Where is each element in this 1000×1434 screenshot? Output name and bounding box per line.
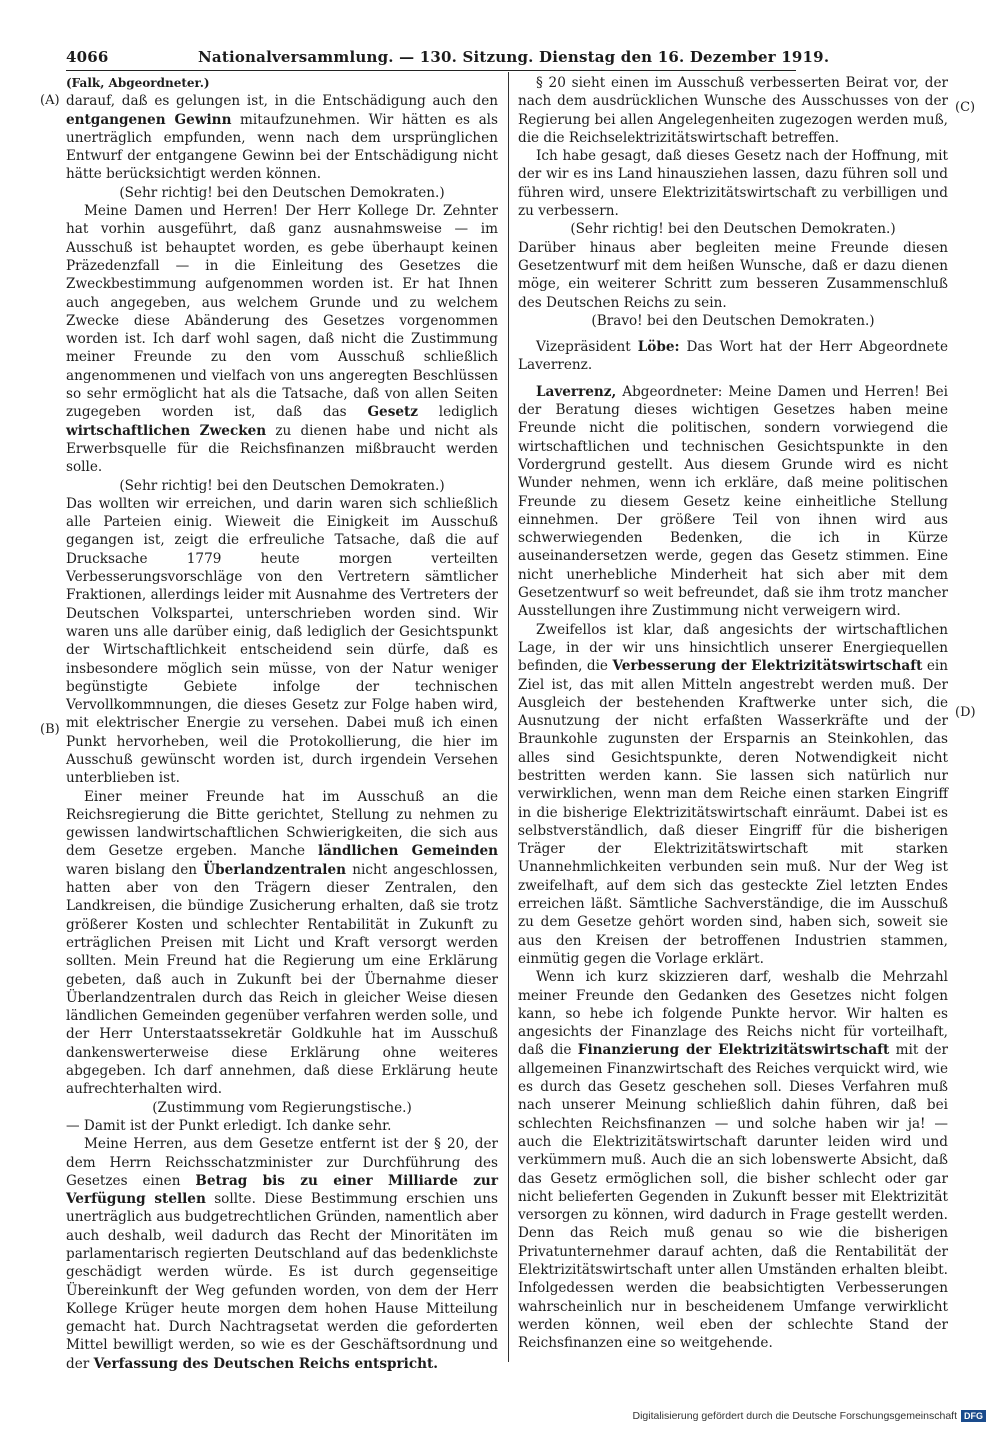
speaker-paragraph: Laverrenz, Abgeordneter: Meine Damen und Herren! Bei der Beratung dieses wichtigen Gesetzes haben meine Freunde nicht die politischen, sondern vorwiegend die wirtschaftlichen und technischen Gesichtspunkte in den Vordergrund gestellt. Aus diesem Grunde wird es nicht Wunder nehmen, wenn ich erkläre, daß meine politischen Freunde zu diesem Gesetz keine einheitliche Stellung einnehmen. Der größere Teil von ihnen wird aus schwerwiegenden Bedenken, die ich in Kürze auseinandersetzen werde, gegen das Gesetz stimmen. Eine nicht unerhebliche Minderheit hat sich aber mit dem Gesetzentwurf so weit befreundet, daß sie ihm trotz mancher Ausstellungen ihre Zustimmung nicht verweigern wird. <box>518 383 948 620</box>
margin-marker-a: (A) <box>40 93 60 108</box>
speaker-intro: Vizepräsident Löbe: Das Wort hat der Herr Abgeordnete Laverrenz. <box>518 339 948 374</box>
dfg-logo: DFG <box>961 1410 986 1422</box>
reaction: (Bravo! bei den Deutschen Demokraten.) <box>591 312 875 329</box>
paragraph: Meine Damen und Herren! Der Herr Kollege Dr. Zehnter hat vorhin ausgeführt, daß ganz ausnahmsweise — im Ausschuß ist behauptet worden, es gebe überhaupt keinen Präzedenzfall — in die Einleitung des Gesetzes die Zweckbestimmung aufgenommen worden ist. Er hat Ihnen auch angegeben, aus welchem Grunde und zu welchem Zwecke diese Abänderung des Gesetzes vorgenommen worden ist. Ich darf wohl sagen, daß nicht die Zustimmung meiner Freunde zu den vom Ausschuß schließlich angenommenen und vielfach von uns angeregten Beschlüssen so sehr ermöglicht hat als die Tatsache, daß von allen Seiten zugegeben worden ist, daß das Gesetz lediglich wirtschaftlichen Zwecken zu dienen habe und nicht als Erwerbsquelle für die Reichsfinanzen mißbraucht werden solle. <box>66 203 498 476</box>
paragraph: Ich habe gesagt, daß dieses Gesetz nach der Hoffnung, mit der wir es ins Land hinausziehen lassen, dazu führen soll und führen wird, unsere Elektrizitätswirtschaft zu verbilligen und zu verbessern. <box>518 148 948 220</box>
reaction: (Sehr richtig! bei den Deutschen Demokraten.) <box>570 221 896 238</box>
page-title: Nationalversammlung. — 130. Sitzung. Dienstag den 16. Dezember 1919. <box>198 48 830 66</box>
paragraph: § 20 sieht einen im Ausschuß verbesserten Beirat vor, der nach dem ausdrücklichen Wunsche des Ausschusses von der Regierung bei allen Angelegenheiten zugezogen werden muß, die die Reichselektrizitätswirtschaft betreffen. <box>518 75 948 146</box>
paragraph: darauf, daß es gelungen ist, in die Entschädigung auch den entgangenen Gewinn mitaufzunehmen. Wir hätten es als unerträglich empfunden, wenn nach dem ursprünglichen Entwurf der entgangene Gewinn bei der Entschädigung nicht hätte berücksichtigt werden können. <box>66 93 498 183</box>
paragraph: Das wollten wir erreichen, und darin waren sich schließlich alle Parteien einig. Wieweit die Einigkeit im Ausschuß gegangen ist, zeigt die erfreuliche Tatsache, daß die auf Drucksache 1779 heute morgen verteilten Verbesserungsvorschläge von den Vertretern sämtlicher Fraktionen, allerdings leider mit Ausnahme des Vertreters der Deutschen Volkspartei, unterschrieben worden sind. Wir waren uns alle darüber einig, daß lediglich der Gesichtspunkt der Wirtschaftlichkeit entscheidend sein dürfe, daß es insbesondere möglich sein müsse, von der Natur weniger begünstigte Gebiete infolge der technischen Vervollkommnungen, die dieses Gesetz zur Folge haben wird, mit elektrischer Energie zu versehen. Dabei muß ich einen Punkt hervorheben, weil die Protokollierung, die hier im Ausschuß gewünscht worden ist, durch irgendein Versehen unterblieben ist. <box>66 495 498 787</box>
page-header <box>66 40 830 70</box>
right-column <box>518 74 948 1352</box>
speaker-line: (Falk, Abgeordneter.) <box>66 76 210 90</box>
header-rule <box>66 70 796 71</box>
paragraph: — Damit ist der Punkt erledigt. Ich danke sehr. <box>66 1117 392 1134</box>
reaction: (Sehr richtig! bei den Deutschen Demokraten.) <box>119 477 445 494</box>
margin-marker-b: (B) <box>40 722 60 737</box>
footer-text: Digitalisierung gefördert durch die Deutsche Forschungsgemeinschaft <box>632 1410 957 1422</box>
reaction: (Zustimmung vom Regierungstische.) <box>152 1099 412 1116</box>
left-column <box>66 74 498 1373</box>
page-number: 4066 <box>66 48 109 66</box>
margin-marker-d: (D) <box>955 705 976 720</box>
margin-marker-c: (C) <box>955 100 976 115</box>
column-divider <box>508 72 509 1362</box>
digitization-footer <box>632 1410 986 1422</box>
paragraph: Zweifellos ist klar, daß angesichts der wirtschaftlichen Lage, in der wir uns hinsichtlich unserer Energiequellen befinden, die Verbesserung der Elektrizitätswirtschaft ein Ziel ist, das mit allen Mitteln angestrebt werden muß. Der Ausgleich der bestehenden Kraftwerke unter sich, die Ausnutzung der nicht erfaßten Wasserkräfte und der Braunkohle zugunsten der Ersparnis an Steinkohlen, das alles sind Gesichtspunkte, deren Notwendigkeit nicht bestritten werden kann. Sie lassen sich natürlich nur verwirklichen, wenn man dem Reiche einen starken Eingriff in die bisherige Elektrizitätswirtschaft einräumt. Dabei ist es selbstverständlich, daß dieser Eingriff für die bisherigen Träger der Elektrizitätswirtschaft mit starken Unannehmlichkeiten verbunden sein muß. Nur der Weg ist zweifelhaft, auf dem sich das gesteckte Ziel letzten Endes erreichen läßt. Sämtliche Sachverständige, die im Ausschuß zu dem Gesetze gehört worden sind, haben sich, soweit sie aus den Kreisen der betroffenen Industrien stammen, einmütig gegen die Vorlage erklärt. <box>518 621 949 967</box>
reaction: (Sehr richtig! bei den Deutschen Demokraten.) <box>119 184 445 201</box>
paragraph: Einer meiner Freunde hat im Ausschuß an die Reichsregierung die Bitte gerichtet, Stellung zu nehmen zu gewissen landwirtschaftlichen Schwierigkeiten, die sich aus dem Gesetze ergeben. Manche ländlichen Gemeinden waren bislang den Überlandzentralen nicht angeschlossen, hatten aber von den Trägern dieser Zentralen, den Landkreisen, die bündige Zusicherung erhalten, daß sie trotz größerer Kosten und schlechter Rentabilität in Zukunft zu erträglichen Preisen mit Licht und Kraft versorgt werden sollten. Mein Freund hat die Regierung um eine Erklärung gebeten, daß auch in Zukunft bei der Übernahme dieser Überlandzentralen durch das Reich in gleicher Weise diesen ländlichen Gemeinden gegenüber verfahren werden solle, und der Herr Unterstaatssekretär Goldkuhle hat im Ausschuß dankenswerterweise diese Erklärung ohne weiteres abgegeben. Ich darf annehmen, daß diese Erklärung heute aufrechterhalten wird. <box>66 788 498 1098</box>
paragraph: Darüber hinaus aber begleiten meine Freunde diesen Gesetzentwurf mit dem heißen Wunsche, daß er dazu dienen möge, ein weiterer Schritt zum besseren Zusammenschluß des Deutschen Reichs zu sein. <box>518 239 948 311</box>
paragraph: Wenn ich kurz skizzieren darf, weshalb die Mehrzahl meiner Freunde den Gedanken des Gesetzes nicht folgen kann, so hebe ich folgende Punkte hervor. Wir halten es angesichts der Finanzlage des Reichs nicht für vorteilhaft, daß die Finanzierung der Elektrizitätswirtschaft mit der allgemeinen Finanzwirtschaft des Reiches verquickt wird, wie es durch das Gesetz geschehen soll. Dieses Verfahren muß nach unserer Meinung schließlich dahin führen, daß bei schlechten Reichsfinanzen — und solche haben wir ja! — auch die Elektrizitätswirtschaft darunter leiden wird und verkümmern muß. Auch die an sich lobenswerte Absicht, daß das Gesetz ermöglichen soll, die bisher schlecht oder gar nicht belieferten Gegenden in Zukunft besser mit Elektrizität versorgen zu können, wird dadurch in Frage gestellt werden. Denn das Reich muß genau so wie die bisherigen Privatunternehmer darauf achten, daß die Rentabilität der Elektrizitätswirtschaft unter allen Umständen erhalten bleibt. Infolgedessen werden die beabsichtigten Verbesserungen wahrscheinlich nur in bescheidenem Umfange verwirklicht werden können, weil eben der schlechte Stand der Reichsfinanzen eine so weitgehende. <box>518 969 949 1352</box>
paragraph: Meine Herren, aus dem Gesetze entfernt ist der § 20, der dem Herrn Reichsschatzminister zur Durchführung des Gesetzes einen Betrag bis zu einer Milliarde zur Verfügung stellen sollte. Diese Bestimmung erschien uns unerträglich aus budgetrechtlichen Gründen, namentlich aber auch deshalb, weil dadurch das Recht der Minoritäten im parlamentarisch regierten Deutschland auf das bedenklichste geschädigt werden würde. Es ist durch gegenseitige Übereinkunft der Weg gefunden worden, von dem der Herr Kollege Krüger heute morgen dem hohen Hause Mitteilung gemacht hat. Durch Nachtragsetat werden die geforderten Mittel bewilligt werden, so wie es der Geschäftsordnung und der Verfassung des Deutschen Reichs entspricht. <box>66 1136 498 1372</box>
